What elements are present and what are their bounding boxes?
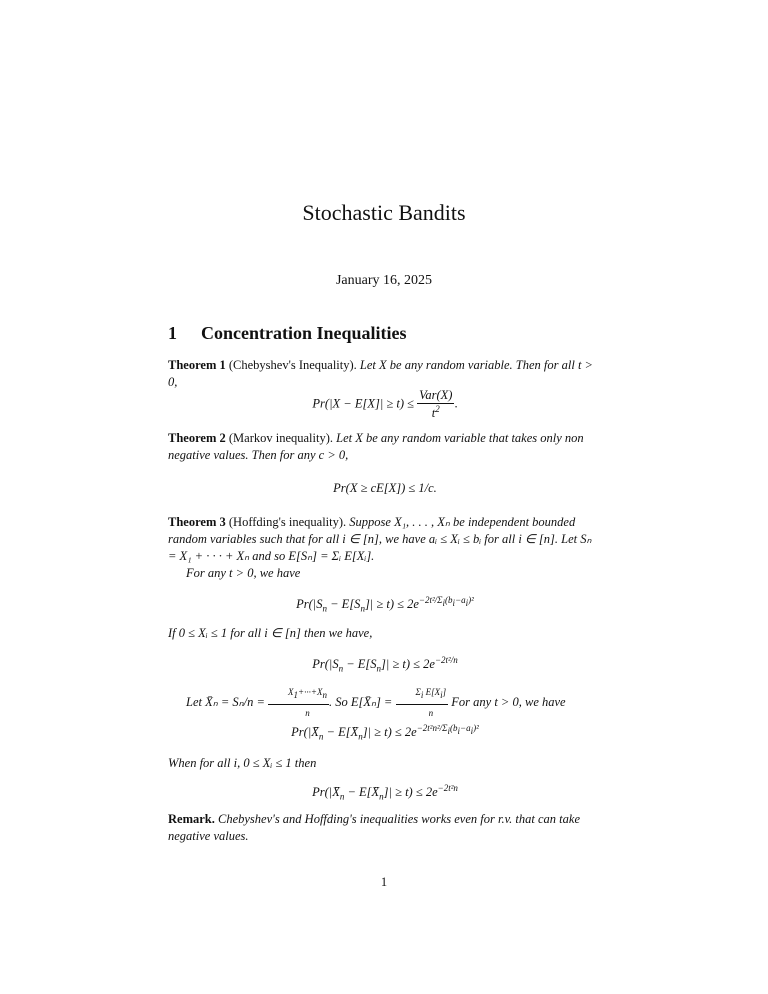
paragraph-let-c: For any t > 0, we have	[448, 694, 566, 709]
equation-hoeffding-unit: $Pr(|S_n - E[S_n]| \ge t) \le 2e^{-2t^2/n}$	[312, 655, 458, 674]
paragraph-let-b: . So E[X̄ₙ] =	[328, 694, 396, 709]
theorem-1	[168, 357, 602, 391]
theorem-1-label: Theorem 1	[168, 358, 226, 372]
equation-mean-unit: $Pr(|X̄_n$ − $E[X̄_n]| \ge t) \le 2e^{-2t^2n}$	[312, 783, 458, 802]
theorem-1-name: (Chebyshev's Inequality).	[228, 358, 357, 372]
paragraph-if: If 0 ≤ Xᵢ ≤ 1 for all i ∈ [n] then we have,	[168, 626, 373, 640]
remark-text: Chebyshev's and Hoffding's inequalities works even for r.v. that can take negative values.	[168, 812, 580, 843]
paragraph-let-a: Let X̄ₙ = Sₙ/n =	[186, 694, 269, 709]
theorem-2-text: Let X be any random variable that takes only non negative values. Then for any c > 0,	[168, 431, 584, 462]
equation-mean: $Pr(|X̄_n$ − $E[X̄_n]| \ge t) \le 2e^{-2t^2n^2/\Sigma_i(b_i-a_i)^2}$	[291, 723, 479, 742]
theorem-3-label: Theorem 3	[168, 515, 226, 529]
paragraph-let: Let X̄ₙ = Sₙ/n = $\frac{X_1+\cdot\cdot\cdot+X_n}{n}$ . So E[X̄ₙ] = $\frac{\Sigma_i E[X_i]}{n}$ For any t > 0, we have	[168, 684, 602, 722]
page-number: 1	[380, 875, 388, 889]
remark-label: Remark.	[168, 812, 215, 826]
remark	[168, 811, 602, 845]
section-heading	[168, 323, 407, 344]
theorem-2-name: (Markov inequality).	[228, 431, 334, 445]
paragraph-when: When for all i, 0 ≤ Xᵢ ≤ 1 then	[168, 756, 317, 770]
theorem-3-text2: For any t > 0, we have	[186, 566, 301, 580]
document-date: January 16, 2025	[335, 273, 433, 288]
page-title: Stochastic Bandits	[302, 200, 466, 225]
theorem-3	[168, 514, 602, 565]
theorem-3-text: Suppose X₁, . . . , Xₙ be independent bounded random variables such that for all i ∈ [n], we have aᵢ ≤ Xᵢ ≤ bᵢ for all i ∈ [n]. Let Sₙ = X₁ + · · · + Xₙ and so E[Sₙ] = Σᵢ E[Xᵢ].	[168, 515, 592, 563]
equation-markov: Pr(X ≥ cE[X]) ≤ 1/c.	[333, 481, 437, 495]
theorem-2	[168, 430, 602, 464]
theorem-2-label: Theorem 2	[168, 431, 226, 445]
theorem-1-text: Let X be any random variable. Then for all t > 0,	[168, 358, 593, 389]
equation-hoeffding: $Pr(|S_n - E[S_n]| \ge t) \le 2e^{-2t^2/\Sigma_i(b_i-a_i)^2}$	[296, 595, 474, 614]
section-title: Concentration Inequalities	[201, 323, 407, 343]
section-number: 1	[168, 323, 177, 343]
theorem-3-name: (Hoffding's inequality).	[228, 515, 347, 529]
equation-chebyshev: Pr(|X − E[X]| ≥ t) ≤ $\frac{\text{Var(X)}}{t^2}$ .	[312, 388, 458, 421]
